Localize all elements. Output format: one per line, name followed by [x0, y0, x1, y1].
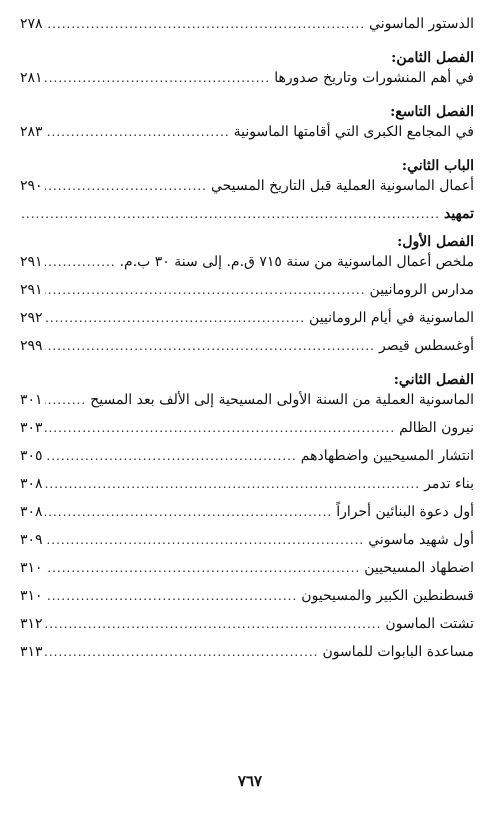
toc-entry-title: الماسونية في أيام الرومانيين [309, 310, 474, 326]
toc-entry-introduction[interactable] [20, 206, 474, 234]
chapter-heading-text: الفصل التاسع: [390, 104, 474, 120]
dot-leader [45, 255, 116, 269]
dot-leader [45, 71, 271, 85]
toc-page-number: ٢٨٣ [20, 124, 43, 140]
dot-leader [45, 311, 305, 325]
dot-leader [45, 125, 230, 139]
toc-page-number: ٣٠١ [20, 392, 43, 408]
toc-entry-title: في المجامع الكبرى التي أقامتها الماسونية [233, 124, 474, 140]
toc-entry[interactable] [20, 448, 474, 476]
toc-entry[interactable] [20, 476, 474, 504]
dot-leader [45, 283, 366, 297]
toc-entry-title: أول دعوة البنائين أحراراً [336, 504, 474, 520]
chapter-heading-text: الفصل الثامن: [391, 50, 474, 66]
dot-leader [45, 589, 298, 603]
dot-leader [45, 617, 382, 631]
toc-page-number: ٢٨١ [20, 70, 43, 86]
table-of-contents [20, 16, 474, 672]
toc-entry-title: في أهم المنشورات وتاريخ صدورها [274, 70, 474, 86]
toc-entry-title: أوغسطس قيصر [378, 338, 474, 354]
dot-leader [45, 533, 365, 547]
chapter-heading [20, 234, 474, 254]
dot-leader [45, 179, 207, 193]
toc-entry-title: الدستور الماسوني [369, 16, 474, 32]
dot-leader [45, 393, 87, 407]
toc-entry-title: تشتت الماسون [385, 616, 474, 632]
toc-entry-title: نيرون الظالم [399, 420, 474, 436]
toc-entry-title: بناء تدمر [424, 476, 474, 492]
toc-entry[interactable] [20, 392, 474, 420]
toc-page-number: ٣١٠ [20, 560, 43, 576]
dot-leader [45, 421, 396, 435]
toc-entry[interactable] [20, 504, 474, 532]
dot-leader [45, 477, 421, 491]
chapter-heading-text: الفصل الأول: [397, 234, 474, 250]
dot-leader [45, 339, 375, 353]
toc-page-number: ٢٩٢ [20, 310, 43, 326]
toc-page-number: ٣٠٨ [20, 504, 43, 520]
toc-page-number: ٢٩٠ [20, 178, 43, 194]
toc-entry[interactable] [20, 310, 474, 338]
toc-entry[interactable] [20, 644, 474, 672]
toc-entry[interactable] [20, 560, 474, 588]
chapter-heading [20, 104, 474, 124]
toc-entry[interactable] [20, 254, 474, 282]
toc-page-number: ٣٠٨ [20, 476, 43, 492]
chapter-heading-text: الفصل الثاني: [393, 372, 474, 388]
toc-entry[interactable] [20, 588, 474, 616]
toc-page-number: ٢٩١ [20, 282, 43, 298]
toc-page-number: ٣١٠ [20, 588, 43, 604]
toc-page-number: ٣٠٩ [20, 532, 43, 548]
toc-entry[interactable] [20, 338, 474, 366]
dot-leader [22, 207, 440, 221]
toc-entry-title: انتشار المسيحيين واضطهادهم [300, 448, 474, 464]
chapter-heading [20, 50, 474, 70]
toc-entry-title: ملخص أعمال الماسونية من سنة ٧١٥ ق.م. إلى سنة ٣٠ ب.م. [119, 254, 474, 270]
dot-leader [45, 505, 333, 519]
chapter-heading [20, 372, 474, 392]
toc-entry[interactable] [20, 124, 474, 152]
dot-leader [45, 561, 361, 575]
toc-entry-title: أول شهيد ماسوني [368, 532, 474, 548]
dot-leader [45, 449, 297, 463]
toc-page-number: ٣١٢ [20, 616, 43, 632]
toc-page-number: ٢٧٨ [20, 16, 43, 32]
toc-entry[interactable] [20, 178, 474, 206]
page-folio-number: ٧٦٧ [237, 772, 263, 790]
toc-page-number: ٢٩٩ [20, 338, 43, 354]
toc-entry[interactable] [20, 70, 474, 98]
toc-entry[interactable] [20, 420, 474, 448]
toc-page-number: ٢٩١ [20, 254, 43, 270]
toc-entry-title: مساعدة البابوات للماسون [322, 644, 474, 660]
toc-entry[interactable] [20, 16, 474, 44]
toc-page-number: ٣١٣ [20, 644, 43, 660]
toc-page-number: ٣٠٣ [20, 420, 43, 436]
toc-entry[interactable] [20, 616, 474, 644]
toc-entry-title: أعمال الماسونية العملية قبل التاريخ المسيحي [210, 178, 474, 194]
toc-entry-title: مدارس الرومانيين [369, 282, 474, 298]
part-heading-text: الباب الثاني: [401, 158, 474, 174]
toc-entry-title: الماسونية العملية من السنة الأولى المسيحية إلى الألف بعد المسيح [90, 392, 474, 408]
dot-leader [45, 17, 365, 31]
toc-entry-title: اضطهاد المسيحيين [364, 560, 474, 576]
dot-leader [45, 645, 319, 659]
toc-entry[interactable] [20, 282, 474, 310]
toc-entry-title: قسطنطين الكبير والمسيحيون [301, 588, 474, 604]
part-heading [20, 158, 474, 178]
toc-entry[interactable] [20, 532, 474, 560]
toc-page-number: ٣٠٥ [20, 448, 43, 464]
toc-entry-title: تمهيد [443, 206, 474, 222]
